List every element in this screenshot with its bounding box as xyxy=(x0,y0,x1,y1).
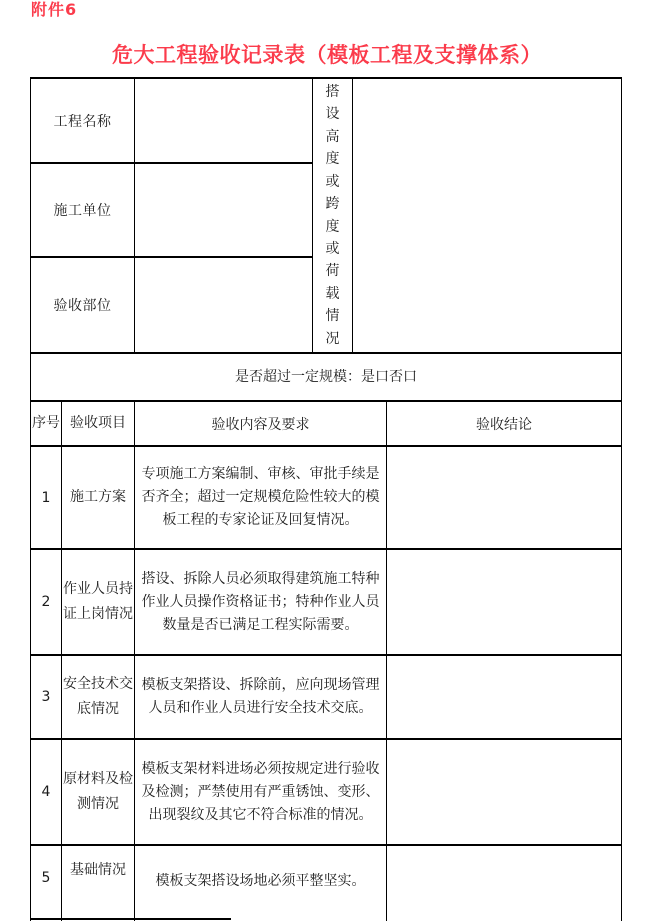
construction-unit-label: 施工单位 xyxy=(31,163,135,257)
scale-question: 是否超过一定规模：是口否口 xyxy=(31,353,622,401)
row-content: 模板支架搭设场地必须平整坚实。 xyxy=(135,845,387,921)
setup-height-label-cell xyxy=(313,78,353,353)
table-row xyxy=(31,353,622,401)
table-row xyxy=(31,78,622,163)
table-row xyxy=(31,655,622,739)
setup-height-value xyxy=(353,78,622,353)
row-no: 2 xyxy=(31,549,62,655)
acceptance-record-table xyxy=(30,77,622,921)
table-row xyxy=(31,446,622,549)
table-header-row xyxy=(31,401,622,446)
col-header-conclusion: 验收结论 xyxy=(387,401,622,446)
page-bottom-border-fragment xyxy=(31,918,231,920)
setup-height-vertical-label: 搭设高度或跨度或荷载情况 xyxy=(325,84,340,347)
row-content: 搭设、拆除人员必须取得建筑施工特种作业人员操作资格证书；特种作业人员数量是否已满足工程实际需要。 xyxy=(135,549,387,655)
table-row xyxy=(31,739,622,845)
project-name-label: 工程名称 xyxy=(31,78,135,163)
row-no: 5 xyxy=(31,845,62,921)
table-row xyxy=(31,845,622,921)
col-header-item: 验收项目 xyxy=(62,401,135,446)
acceptance-part-value xyxy=(135,257,313,353)
construction-unit-value xyxy=(135,163,313,257)
page-title: 危大工程验收记录表（模板工程及支撑体系） xyxy=(112,43,542,67)
row-conclusion xyxy=(387,446,622,549)
project-name-value xyxy=(135,78,313,163)
row-conclusion xyxy=(387,549,622,655)
attachment-label: 附件6 xyxy=(31,0,78,19)
row-no: 3 xyxy=(31,655,62,739)
row-item: 作业人员持证上岗情况 xyxy=(62,549,135,655)
row-item: 基础情况 xyxy=(62,845,135,921)
row-content: 模板支架材料进场必须按规定进行验收及检测；严禁使用有严重锈蚀、变形、出现裂纹及其它不符合标准的情况。 xyxy=(135,739,387,845)
row-item: 施工方案 xyxy=(62,446,135,549)
row-item: 原材料及检测情况 xyxy=(62,739,135,845)
row-content: 模板支架搭设、拆除前，应向现场管理人员和作业人员进行安全技术交底。 xyxy=(135,655,387,739)
row-item: 安全技术交底情况 xyxy=(62,655,135,739)
row-conclusion xyxy=(387,739,622,845)
row-conclusion xyxy=(387,655,622,739)
table-row xyxy=(31,549,622,655)
col-header-no: 序号 xyxy=(31,401,62,446)
col-header-content: 验收内容及要求 xyxy=(135,401,387,446)
row-no: 1 xyxy=(31,446,62,549)
row-conclusion xyxy=(387,845,622,921)
acceptance-part-label: 验收部位 xyxy=(31,257,135,353)
row-content: 专项施工方案编制、审核、审批手续是否齐全；超过一定规模危险性较大的模板工程的专家论证及回复情况。 xyxy=(135,446,387,549)
row-no: 4 xyxy=(31,739,62,845)
